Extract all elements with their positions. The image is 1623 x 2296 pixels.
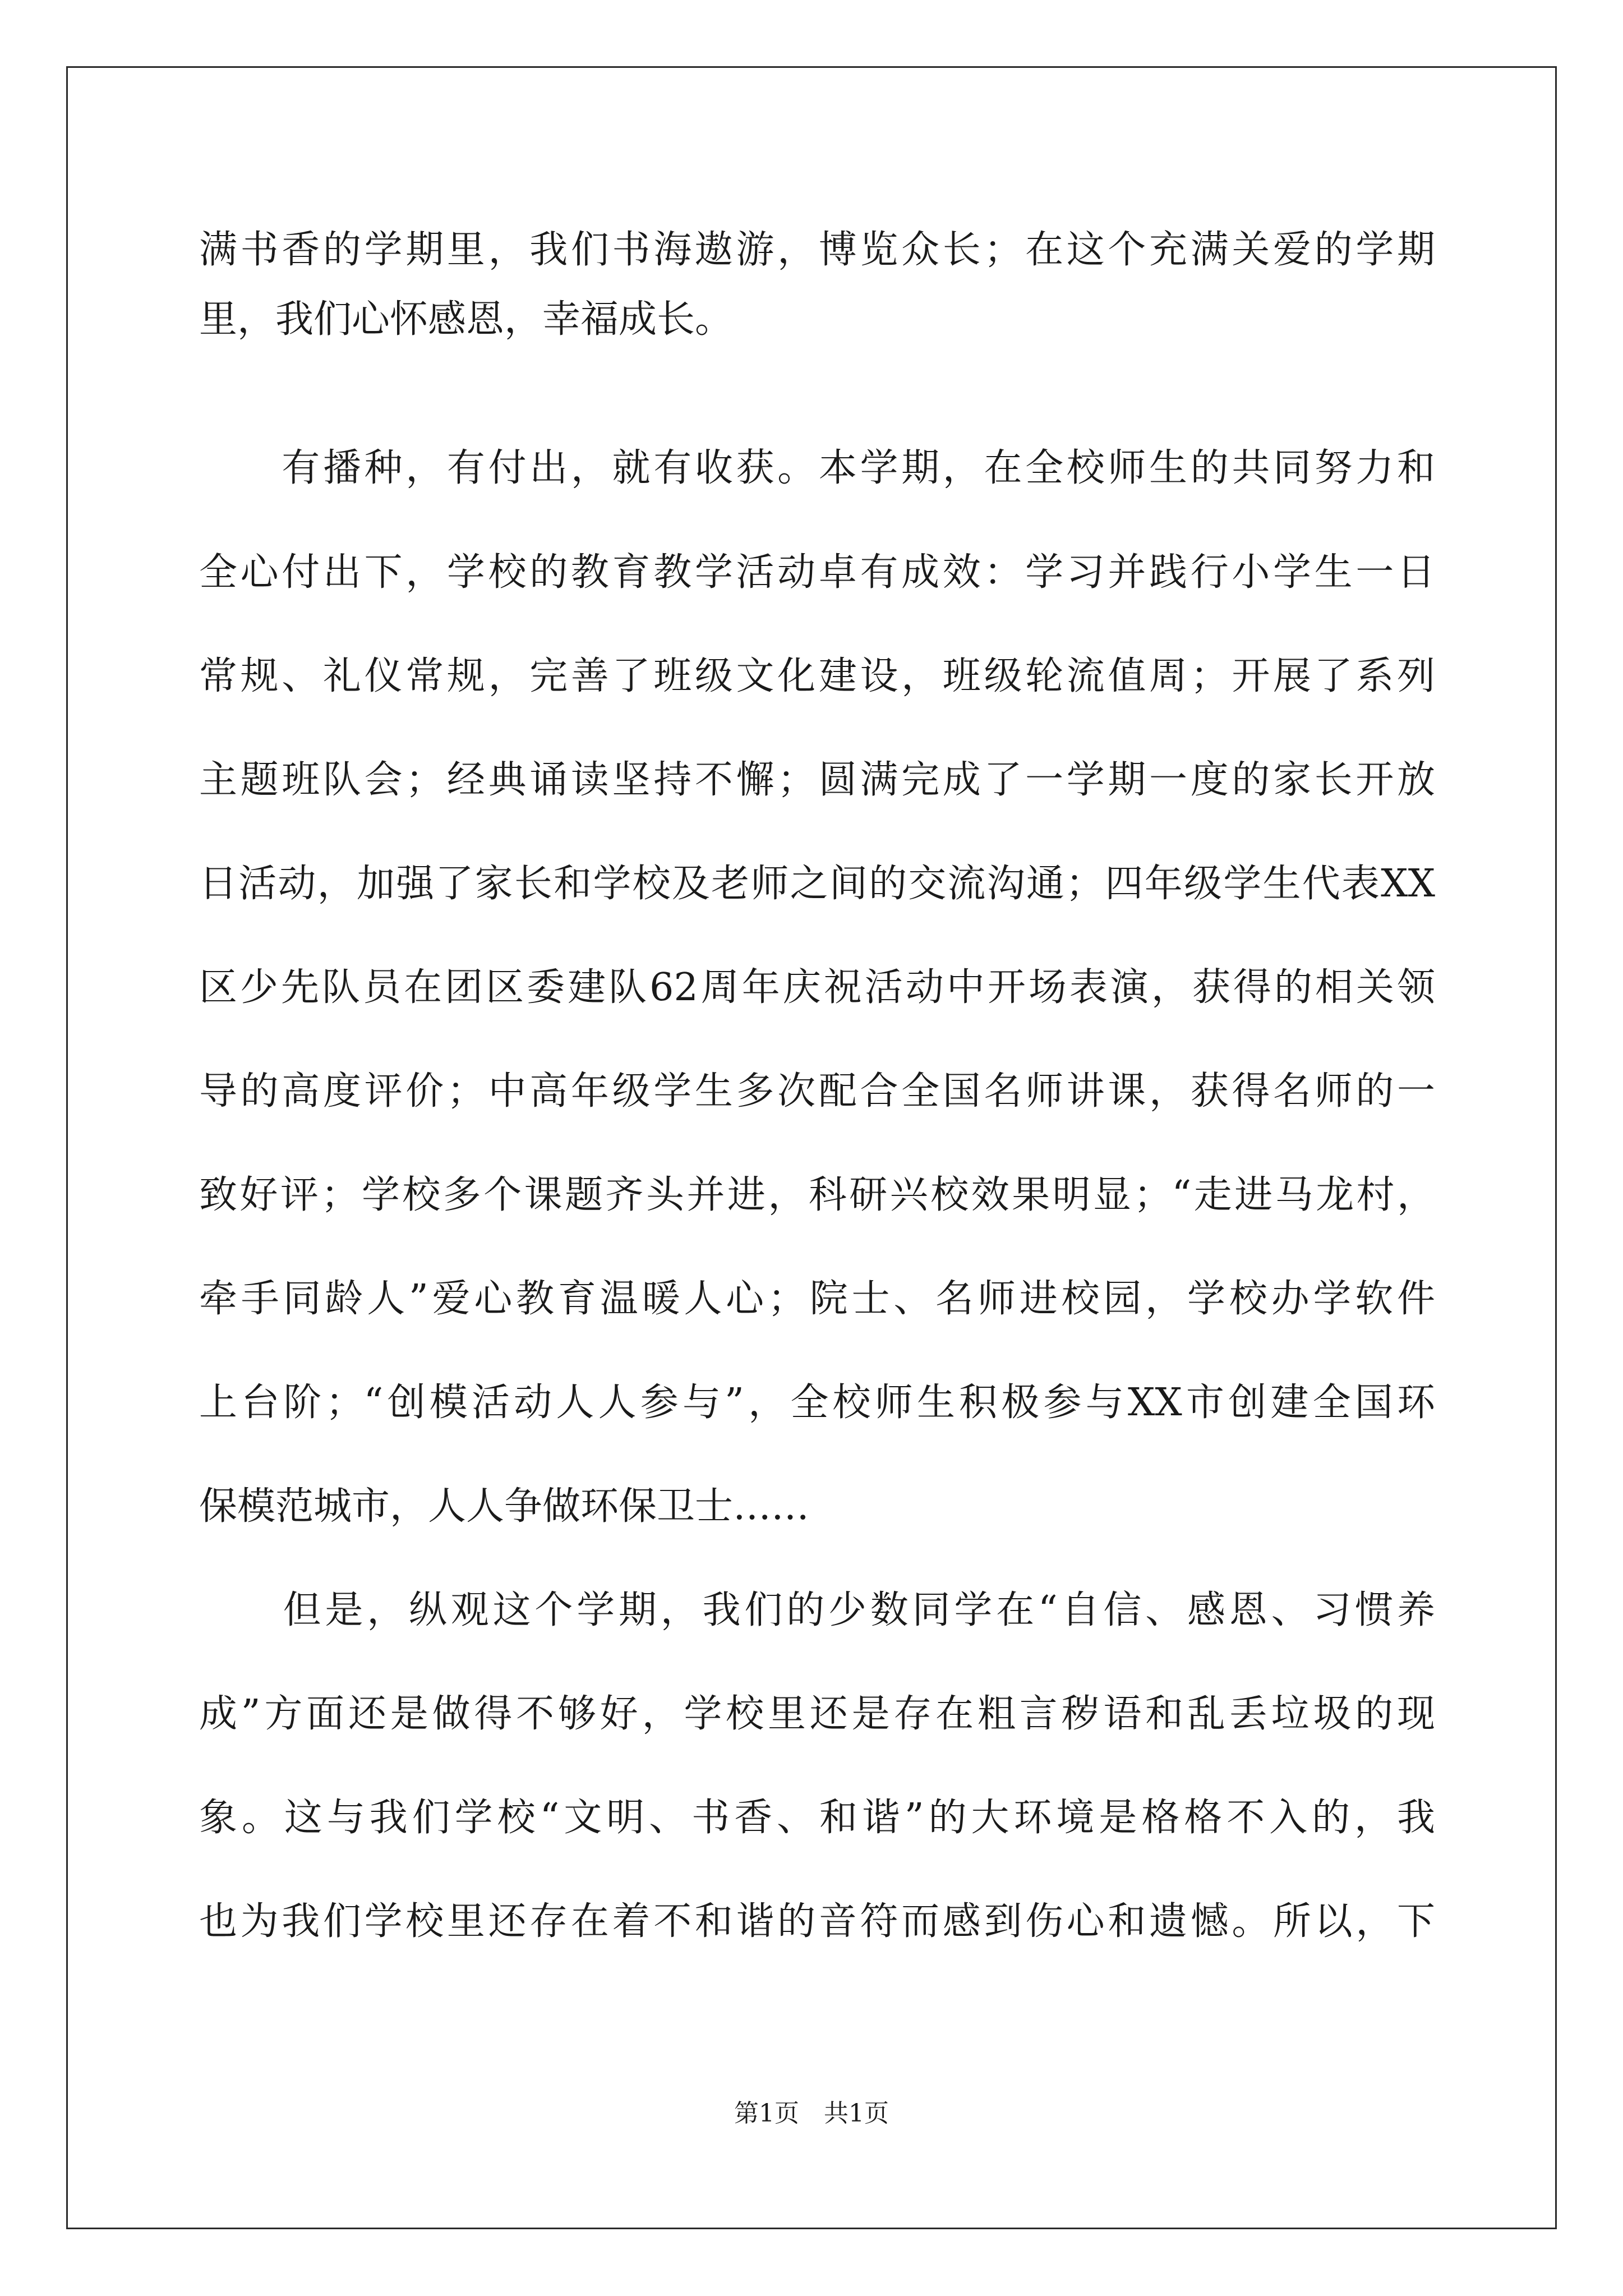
text-line: 全心付出下，学校的教育教学活动卓有成效：学习并践行小学生一日 [199, 550, 1435, 595]
text-line: 常规、礼仪常规，完善了班级文化建设，班级轮流值周；开展了系列 [199, 654, 1435, 698]
text-line: 但是，纵观这个学期，我们的少数同学在“自信、感恩、习惯养 [199, 1588, 1435, 1632]
text-line: 日活动，加强了家长和学校及老师之间的交流沟通；四年级学生代表XX [199, 862, 1435, 906]
text-line: 有播种，有付出，就有收获。本学期，在全校师生的共同努力和 [199, 446, 1435, 490]
text-line: 象。这与我们学校“文明、书香、和谐”的大环境是格格不入的，我 [199, 1796, 1435, 1840]
page-number-footer: 第1页 共1页 [734, 2099, 889, 2128]
text-line: 主题班队会；经典诵读坚持不懈；圆满完成了一学期一度的家长开放 [199, 758, 1435, 802]
text-line: 也为我们学校里还存在着不和谐的音符而感到伤心和遗憾。所以，下 [199, 1899, 1435, 1944]
text-line: 成”方面还是做得不够好，学校里还是存在粗言秽语和乱丢垃圾的现 [199, 1692, 1435, 1736]
text-line: 保模范城市，人人争做环保卫士…… [199, 1484, 810, 1529]
text-line: 牵手同龄人”爱心教育温暖人心；院士、名师进校园，学校办学软件 [199, 1277, 1435, 1321]
text-line: 导的高度评价；中高年级学生多次配合全国名师讲课，获得名师的一 [199, 1069, 1435, 1114]
text-line: 区少先队员在团区委建队62周年庆祝活动中开场表演，获得的相关领 [199, 965, 1435, 1010]
text-line: 上台阶；“创模活动人人参与”，全校师生积极参与XX市创建全国环 [199, 1381, 1435, 1425]
text-line: 致好评；学校多个课题齐头并进，科研兴校效果明显；“走进马龙村， [199, 1173, 1435, 1217]
text-line: 里，我们心怀感恩，幸福成长。 [199, 297, 734, 342]
text-line: 满书香的学期里，我们书海遨游，博览众长；在这个充满关爱的学期 [199, 228, 1435, 272]
